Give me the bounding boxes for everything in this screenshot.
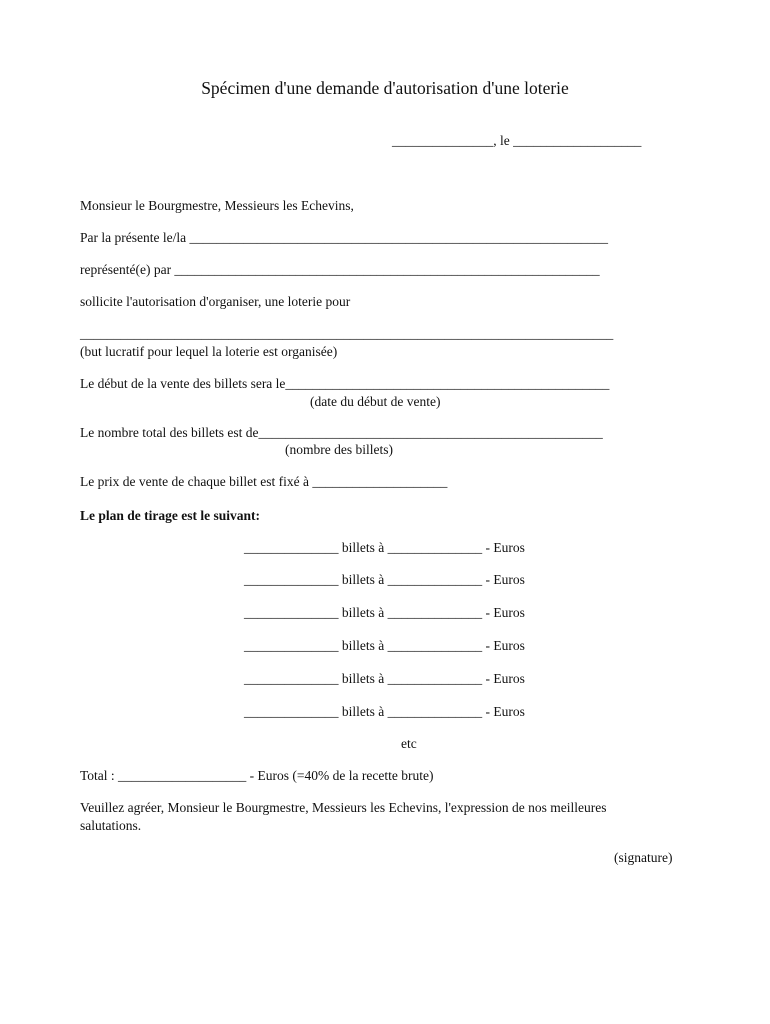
nombre-caption: (nombre des billets) [285,442,393,457]
signature-label: (signature) [614,850,673,865]
but-blank-line: _______________________________________________________________________________ [80,326,614,341]
plan-row: ______________ billets à ______________ - Euros [244,605,525,620]
but-caption: (but lucratif pour lequel la loterie est organisée) [80,344,338,359]
etc-text: etc [401,736,417,751]
closing-line-2: salutations. [80,818,142,833]
par-la-presente-line: Par la présente le/la ______________________________________________________________ [80,230,608,245]
plan-row: ______________ billets à ______________ - Euros [244,572,525,587]
plan-row: ______________ billets à ______________ - Euros [244,671,525,686]
nombre-total-line: Le nombre total des billets est de___________________________________________________ [80,425,603,440]
plan-heading: Le plan de tirage est le suivant: [80,508,260,523]
closing-line-1: Veuillez agréer, Monsieur le Bourgmestre, Messieurs les Echevins, l'expression de nos meilleures [80,800,607,815]
debut-caption: (date du début de vente) [310,394,441,409]
prix-vente-line: Le prix de vente de chaque billet est fixé à ____________________ [80,474,448,489]
plan-row: ______________ billets à ______________ - Euros [244,704,525,719]
plan-row: ______________ billets à ______________ - Euros [244,540,525,555]
sollicite-text: sollicite l'autorisation d'organiser, une loterie pour [80,294,351,309]
place-date-line: _______________, le ___________________ [392,133,642,148]
plan-row: ______________ billets à ______________ - Euros [244,638,525,653]
total-line: Total : ___________________ - Euros (=40% de la recette brute) [80,768,434,783]
represente-line: représenté(e) par _______________________________________________________________ [80,262,600,277]
debut-vente-line: Le début de la vente des billets sera le________________________________________________ [80,376,610,391]
salutation: Monsieur le Bourgmestre, Messieurs les Echevins, [80,198,354,213]
page-title: Spécimen d'une demande d'autorisation d'une loterie [201,78,569,98]
